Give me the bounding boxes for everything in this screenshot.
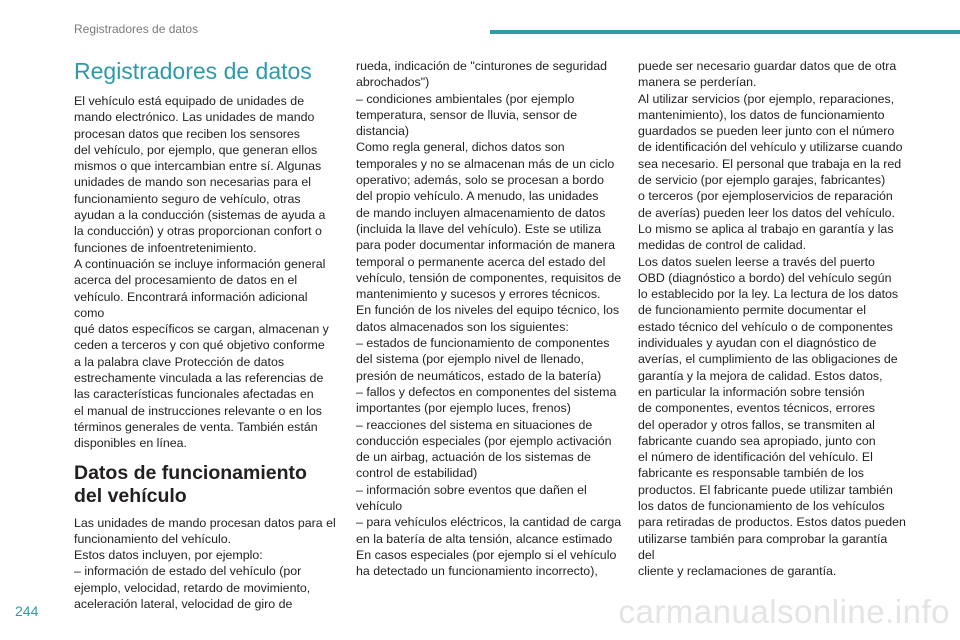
text-line: mando electrónico. Las unidades de mando xyxy=(74,110,315,125)
page-number: 244 xyxy=(15,603,39,619)
text-line: aceleración lateral, velocidad de giro de xyxy=(74,597,293,612)
text-line: unidades de mando son necesarias para el xyxy=(74,175,311,190)
text-line: estrechamente vinculada a las referencias de xyxy=(74,371,324,386)
text-line: Como regla general, dichos datos son xyxy=(356,140,565,155)
text-line: – para vehículos eléctricos, la cantidad de carga xyxy=(356,515,622,530)
text-line: medidas de control de calidad. xyxy=(638,238,807,253)
text-line: Lo mismo se aplica al trabajo en garantía y las xyxy=(638,221,894,236)
text-line: individuales y ayudan con el diagnóstico de xyxy=(638,336,877,351)
text-line: el manual de instrucciones relevante o en los xyxy=(74,403,322,418)
text-line: garantía y la mejora de calidad. Estos datos, xyxy=(638,368,883,383)
section-text xyxy=(74,515,340,613)
text-line: de un airbag, actuación de los sistemas de xyxy=(356,450,591,465)
text-line: sea necesario. El personal que trabaja en la red xyxy=(638,156,902,171)
text-line: rueda, indicación de "cinturones de seguridad xyxy=(356,59,608,73)
section-heading-line-2: del vehículo xyxy=(74,484,187,507)
text-line: de componentes, eventos técnicos, errores xyxy=(638,401,875,416)
text-line: – información sobre eventos que dañen el xyxy=(356,482,587,497)
text-line: cliente y reclamaciones de garantía. xyxy=(638,564,837,579)
column-1 xyxy=(74,57,340,612)
text-line: lo establecido por la ley. La lectura de los datos xyxy=(638,287,899,302)
text-line: utilizarse también para comprobar la garantía del xyxy=(638,531,888,562)
text-line: Los datos suelen leerse a través del puerto xyxy=(638,254,875,269)
text-line: presión de neumáticos, estado de la batería) xyxy=(356,368,602,383)
text-line: del vehículo, por ejemplo, que generan ellos xyxy=(74,142,318,157)
text-line: de funcionamiento permite documentar el xyxy=(638,303,866,318)
text-line: fabricante cuando sea apropiado, junto con xyxy=(638,433,876,448)
text-line: productos. El fabricante puede utilizar también xyxy=(638,482,893,497)
text-line: abrochados") xyxy=(356,75,430,90)
text-line: del operador y otros fallos, se transmiten al xyxy=(638,417,875,432)
text-line: fabricante es responsable también de los xyxy=(638,466,864,481)
text-line: temporales y no se almacenan más de un ciclo xyxy=(356,156,615,171)
text-line: funcionamiento del vehículo. xyxy=(74,531,232,546)
text-line: estado técnico del vehículo o de componentes xyxy=(638,319,893,334)
text-line: acerca del procesamiento de datos en el xyxy=(74,273,298,288)
text-line: mantenimiento y sucesos y errores técnicos. xyxy=(356,287,601,302)
text-line: la conducción) y otras proporcionan confort o xyxy=(74,224,322,239)
text-line: ejemplo, velocidad, retardo de movimiento, xyxy=(74,580,311,595)
text-line: ceden a terceros y con qué objetivo conforme xyxy=(74,338,325,353)
text-line: temporal o permanente acerca del estado del xyxy=(356,254,606,269)
text-line: del propio vehículo. A menudo, las unidades xyxy=(356,189,599,204)
text-line: – información de estado del vehículo (por xyxy=(74,564,302,579)
text-line: vehículo, tensión de componentes, requisitos de xyxy=(356,270,622,285)
text-line: ha detectado un funcionamiento incorrecto), xyxy=(356,564,598,579)
text-line: A continuación se incluye información general xyxy=(74,256,326,271)
intro-text xyxy=(74,93,340,452)
text-line: el número de identificación del vehículo. El xyxy=(638,450,873,465)
text-line: qué datos específicos se cargan, almacenan y xyxy=(74,322,329,337)
text-line: o terceros (por ejemploservicios de reparación xyxy=(638,189,893,204)
text-line: mantenimiento), los datos de funcionamiento xyxy=(638,107,885,122)
text-line: datos almacenados son los siguientes: xyxy=(356,319,569,334)
column-3-text xyxy=(638,58,906,580)
text-line: – estados de funcionamiento de componentes xyxy=(356,336,610,351)
text-line: Las unidades de mando procesan datos para el xyxy=(74,515,336,530)
text-line: de averías) pueden leer los datos del vehículo. xyxy=(638,205,895,220)
text-line: Al utilizar servicios (por ejemplo, reparaciones, xyxy=(638,91,895,106)
text-line: vehículo. Encontrará información adicional como xyxy=(74,289,308,320)
watermark: carmanualsonline.info xyxy=(618,593,950,630)
text-line: En casos especiales (por ejemplo si el vehículo xyxy=(356,547,617,562)
text-line: (incluida la llave del vehículo). Este se utiliza xyxy=(356,221,602,236)
header-accent-bar xyxy=(490,30,960,34)
text-line: en particular la información sobre tensión xyxy=(638,384,865,399)
text-line: los datos de funcionamiento de los vehículos xyxy=(638,499,885,514)
text-line: – condiciones ambientales (por ejemplo xyxy=(356,91,575,106)
text-line: mismos o que intercambian entre sí. Algunas xyxy=(74,159,322,174)
text-line: averías, el cumplimiento de las obligaciones de xyxy=(638,352,898,367)
text-line: manera se perderían. xyxy=(638,75,757,90)
text-line: funciones de infoentretenimiento. xyxy=(74,240,257,255)
text-line: para retiradas de productos. Estos datos pueden xyxy=(638,515,906,530)
text-line: vehículo xyxy=(356,499,403,514)
column-3 xyxy=(638,58,906,580)
page-title: Registradores de datos xyxy=(74,58,312,84)
text-line: a la palabra clave Protección de datos xyxy=(74,354,285,369)
text-line: de servicio (por ejemplo garajes, fabricantes) xyxy=(638,173,886,188)
section-heading-line-1: Datos de funcionamiento xyxy=(74,461,307,484)
text-line: OBD (diagnóstico a bordo) del vehículo según xyxy=(638,270,892,285)
text-line: – fallos y defectos en componentes del sistema xyxy=(356,384,617,399)
text-line: importantes (por ejemplo luces, frenos) xyxy=(356,401,571,416)
text-line: distancia) xyxy=(356,124,410,139)
text-line: En función de los niveles del equipo técnico, los xyxy=(356,303,620,318)
text-line: guardados se pueden leer junto con el número xyxy=(638,124,895,139)
text-line: del sistema (por ejemplo nivel de llenado, xyxy=(356,352,584,367)
text-line: disponibles en línea. xyxy=(74,436,187,451)
text-line: control de estabilidad) xyxy=(356,466,478,481)
text-line: términos generales de venta. También están xyxy=(74,419,318,434)
column-2 xyxy=(356,58,623,580)
text-line: procesan datos que reciben los sensores xyxy=(74,126,300,141)
text-line: temperatura, sensor de lluvia, sensor de xyxy=(356,107,578,122)
running-header-label: Registradores de datos xyxy=(74,22,199,36)
text-line: puede ser necesario guardar datos que de otra xyxy=(638,59,897,73)
text-line: Estos datos incluyen, por ejemplo: xyxy=(74,548,263,563)
text-line: funcionamiento seguro de vehículo, otras xyxy=(74,191,301,206)
text-line: de mando incluyen almacenamiento de datos xyxy=(356,205,606,220)
text-line: las características funcionales afectadas en xyxy=(74,387,314,402)
text-line: ayudan a la conducción (sistemas de ayuda a xyxy=(74,208,326,223)
text-line: en la batería de alta tensión, alcance estimado xyxy=(356,531,613,546)
section-heading xyxy=(74,462,340,508)
text-line: de identificación del vehículo y utilizarse cuando xyxy=(638,140,903,155)
text-line: conducción especiales (por ejemplo activación xyxy=(356,433,612,448)
text-line: El vehículo está equipado de unidades de xyxy=(74,94,305,108)
text-line: – reacciones del sistema en situaciones de xyxy=(356,417,593,432)
text-line: operativo; además, solo se procesan a bordo xyxy=(356,173,604,188)
text-line: para poder documentar información de manera xyxy=(356,238,615,253)
column-2-text xyxy=(356,58,623,580)
